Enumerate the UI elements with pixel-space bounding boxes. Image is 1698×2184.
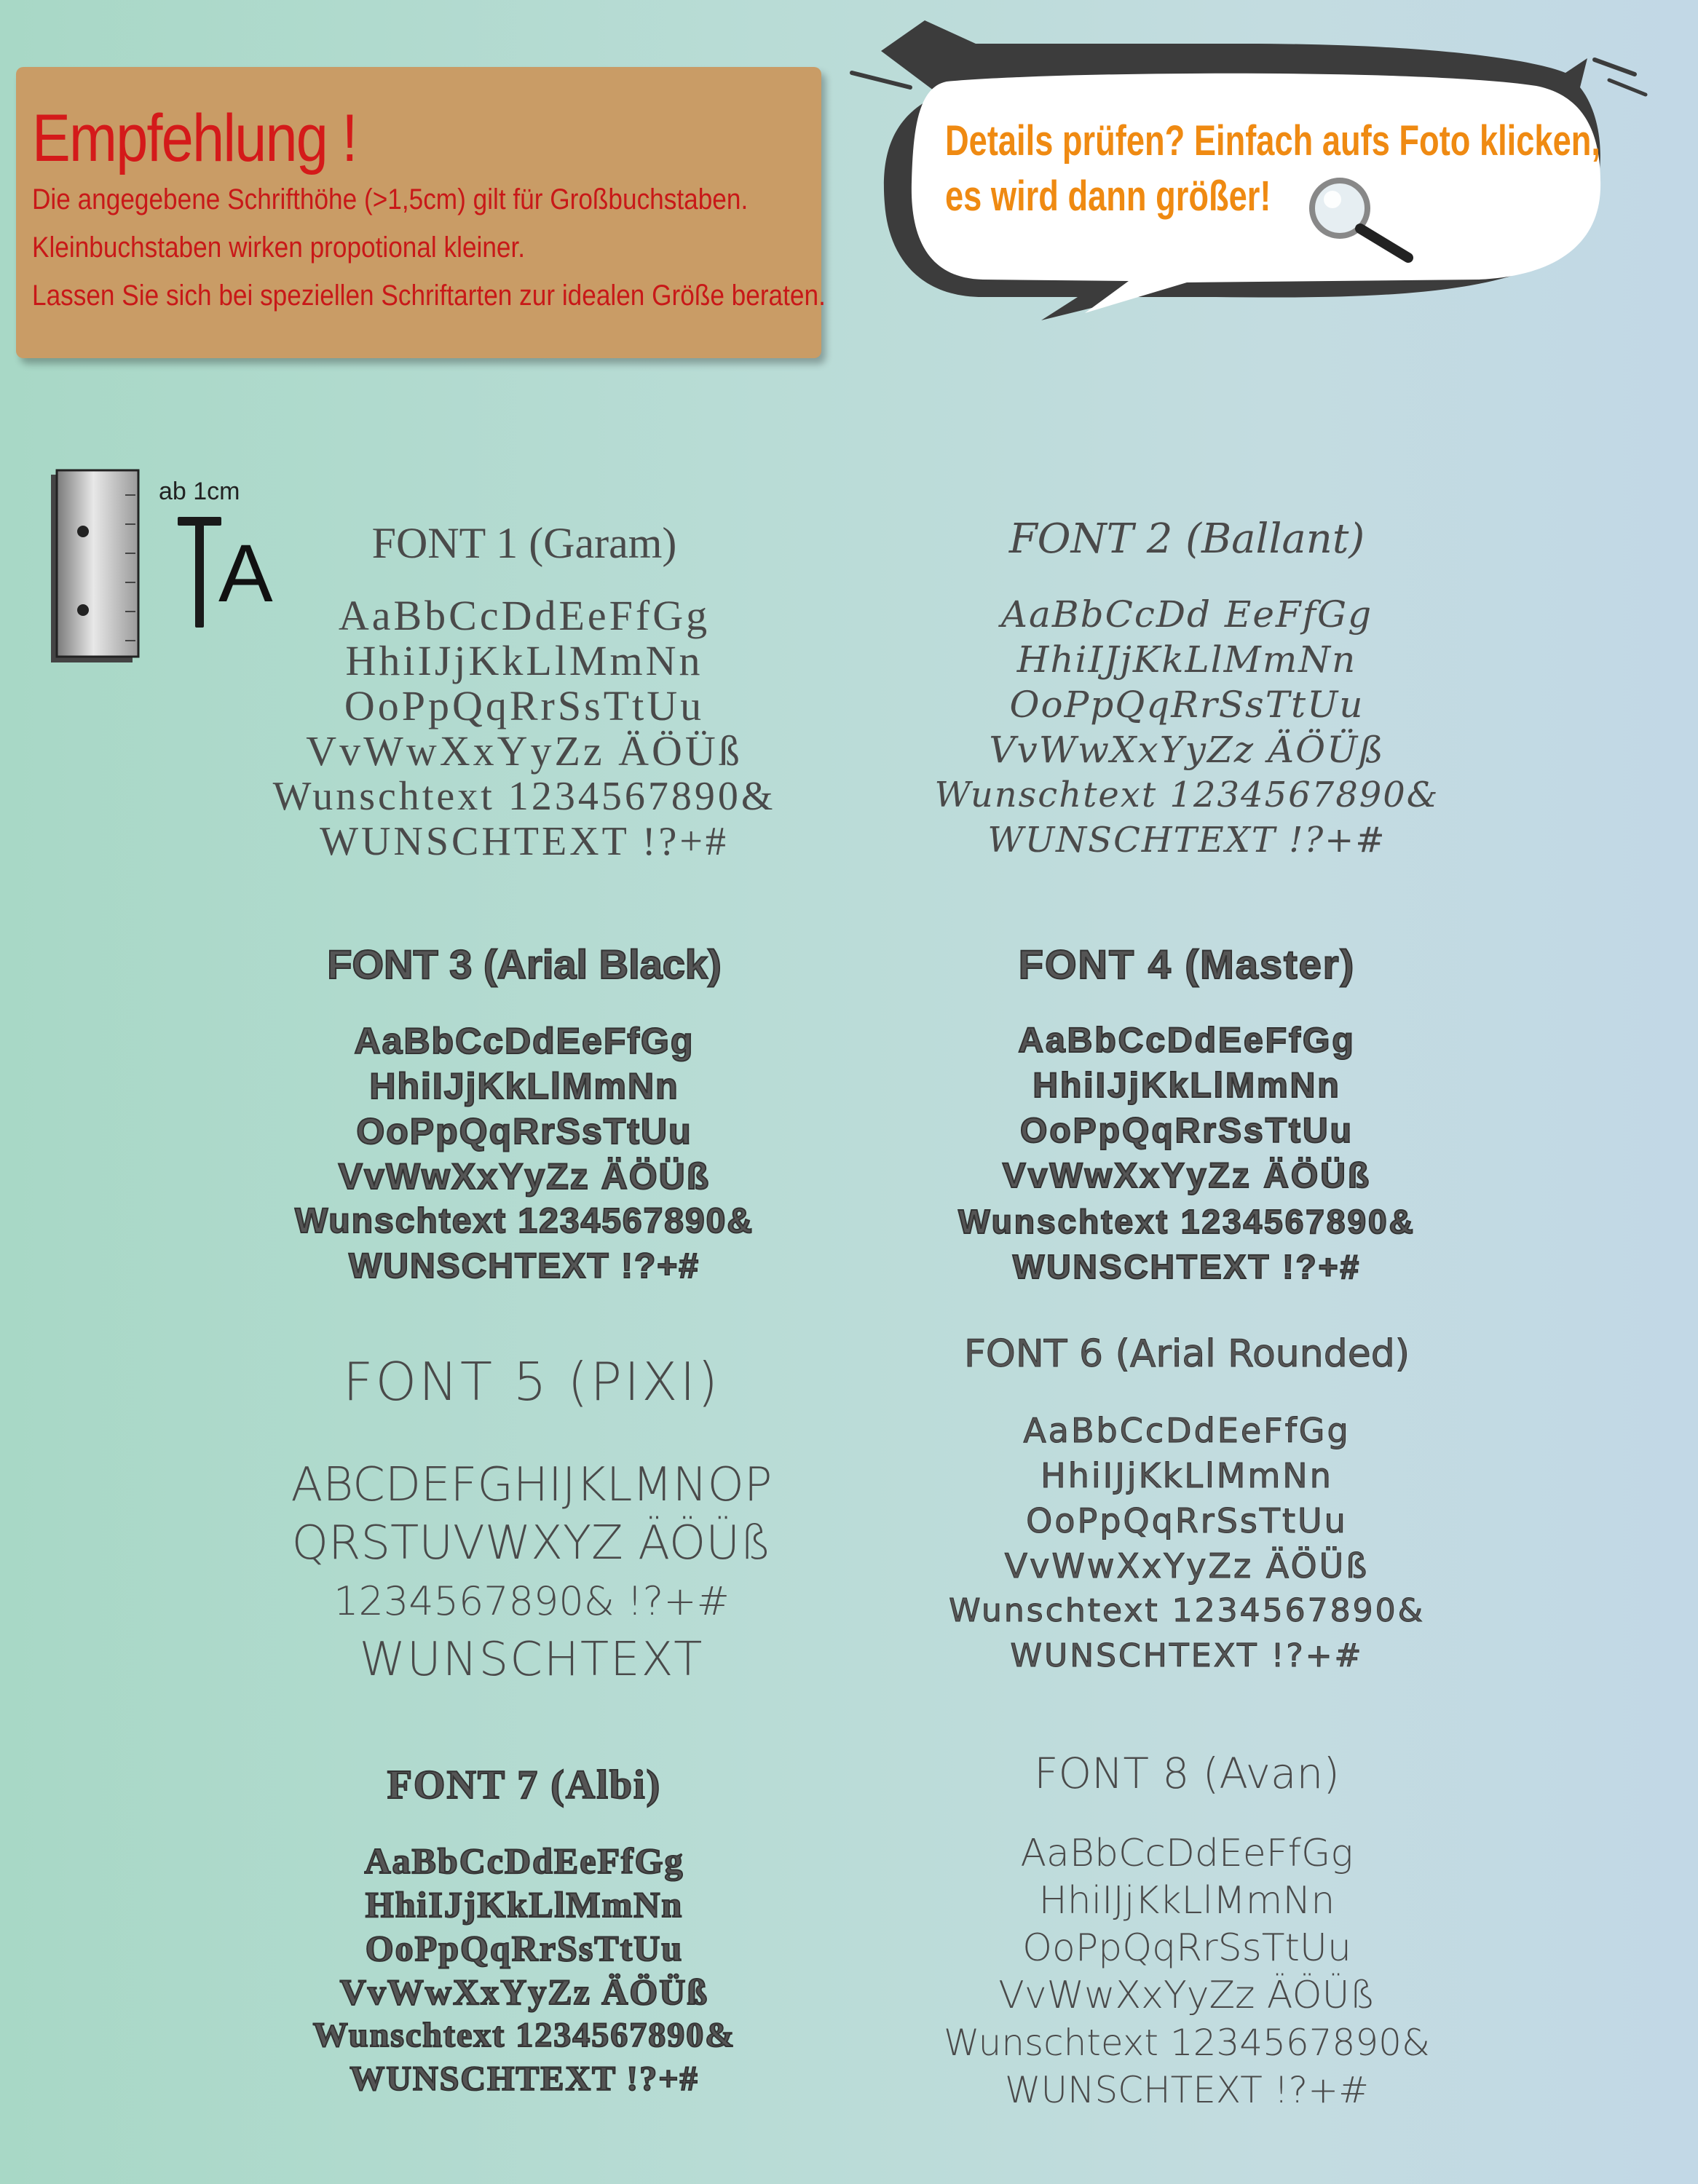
font-line: OoPpQqRrSsTtUu (1022, 1926, 1351, 1970)
font-line: QRSTUVWXYZ ÄÖÜß (291, 1516, 772, 1570)
font-title: FONT 3 (Arial Black) (327, 941, 722, 987)
font-line: AaBbCcDdEeFfGg (338, 592, 711, 639)
recommendation-line-3: Lassen Sie sich bei speziellen Schriftarten zur idealen Größe beraten. (32, 280, 826, 312)
size-hint-label: ab 1cm (159, 478, 240, 505)
font-line: Wunschtext 1234567890& (312, 2016, 736, 2054)
recommendation-line-2: Kleinbuchstaben wirken propotional kleiner. (32, 232, 526, 264)
font-line: AaBbCcDdEeFfGg (364, 1840, 684, 1881)
tip-line-1: Details prüfen? Einfach aufs Foto klicken, (945, 117, 1600, 165)
font-title: FONT 2 (Ballant) (1008, 515, 1365, 563)
recommendation-title: Empfehlung ! (32, 101, 357, 175)
ruler-icon (44, 466, 146, 670)
font-sample-7 (255, 1762, 794, 2101)
font-title: FONT 6 (Arial Rounded) (964, 1332, 1410, 1376)
font-line: HhiIJjKkLlMmNn (1040, 1456, 1333, 1495)
font-line: VvWwXxYyZz ÄÖÜß (989, 729, 1385, 771)
font-line: WUNSCHTEXT !?+# (348, 1247, 700, 1286)
font-line: OoPpQqRrSsTtUu (344, 682, 705, 729)
recommendation-card (16, 67, 826, 358)
font-line: WUNSCHTEXT !?+# (987, 820, 1386, 860)
font-line: OoPpQqRrSsTtUu (1020, 1112, 1354, 1150)
font-sample-3 (255, 941, 794, 1289)
font-line: VvWwXxYyZz ÄÖÜß (306, 727, 743, 775)
font-line: AaBbCcDd EeFfGg (1000, 593, 1373, 636)
font-line: HhiIJjKkLlMmNn (365, 1884, 684, 1925)
font-sample-5 (240, 1351, 823, 1689)
font-line: OoPpQqRrSsTtUu (365, 1928, 684, 1969)
font-sample-1 (255, 518, 794, 864)
font-line: VvWwXxYyZz ÄÖÜß (1002, 1157, 1372, 1195)
font-line: Wunschtext 1234567890& (294, 1202, 754, 1241)
font-line: AaBbCcDdEeFfGg (1023, 1411, 1351, 1450)
font-line: Wunschtext 1234567890& (958, 1203, 1415, 1241)
font-line: WUNSCHTEXT (359, 1633, 704, 1687)
font-line: AaBbCcDdEeFfGg (354, 1021, 695, 1061)
font-line: WUNSCHTEXT !?+# (320, 819, 729, 864)
font-line: HhiIJjKkLlMmNn (1038, 1879, 1335, 1923)
font-line: VvWwXxYyZz ÄÖÜß (339, 1971, 709, 2012)
font-sample-6 (925, 1332, 1449, 1679)
size-hint-a: A (218, 528, 273, 619)
font-line: WUNSCHTEXT !?+# (350, 2060, 699, 2098)
font-sample-2 (925, 515, 1449, 863)
font-line: ABCDEFGHIJKLMNOP (291, 1458, 773, 1512)
font-title: FONT 8 (Avan) (1034, 1749, 1340, 1798)
font-line: Wunschtext 1234567890& (949, 1592, 1425, 1629)
font-line: VvWwXxYyZz ÄÖÜß (998, 1974, 1375, 2017)
font-line: VvWwXxYyZz ÄÖÜß (1004, 1546, 1370, 1586)
tip-line-2: es wird dann größer! (945, 173, 1271, 220)
font-line: OoPpQqRrSsTtUu (356, 1111, 692, 1152)
font-sample-8 (925, 1749, 1449, 2114)
font-title: FONT 5 (PIXI) (343, 1351, 720, 1412)
font-line: AaBbCcDdEeFfGg (1020, 1832, 1354, 1875)
font-line: VvWwXxYyZz ÄÖÜß (338, 1156, 711, 1197)
font-line: WUNSCHTEXT !?+# (1010, 1637, 1364, 1674)
font-line: Wunschtext 1234567890& (272, 774, 776, 819)
font-title: FONT 4 (Master) (1018, 941, 1356, 987)
font-line: OoPpQqRrSsTtUu (1026, 1501, 1348, 1540)
font-line: Wunschtext 1234567890& (944, 2022, 1430, 2064)
recommendation-line-1: Die angegebene Schrifthöhe (>1,5cm) gilt für Großbuchstaben. (32, 183, 749, 215)
font-line: HhiIJjKkLlMmNn (1016, 638, 1357, 681)
font-line: HhiIJjKkLlMmNn (345, 637, 703, 684)
font-line: HhiIJjKkLlMmNn (1032, 1067, 1341, 1105)
font-line: OoPpQqRrSsTtUu (1009, 684, 1365, 726)
font-line: WUNSCHTEXT !?+# (1012, 1248, 1362, 1286)
size-hint-t (178, 514, 221, 630)
font-line: 1234567890& !?+# (333, 1578, 730, 1624)
font-line: WUNSCHTEXT !?+# (1005, 2069, 1369, 2111)
font-line: Wunschtext 1234567890& (934, 775, 1440, 815)
font-sample-4 (925, 941, 1449, 1289)
font-line: HhiIJjKkLlMmNn (369, 1066, 679, 1107)
font-title: FONT 7 (Albi) (387, 1762, 662, 1808)
font-line: AaBbCcDdEeFfGg (1018, 1021, 1356, 1060)
font-title: FONT 1 (Garam) (371, 519, 677, 567)
